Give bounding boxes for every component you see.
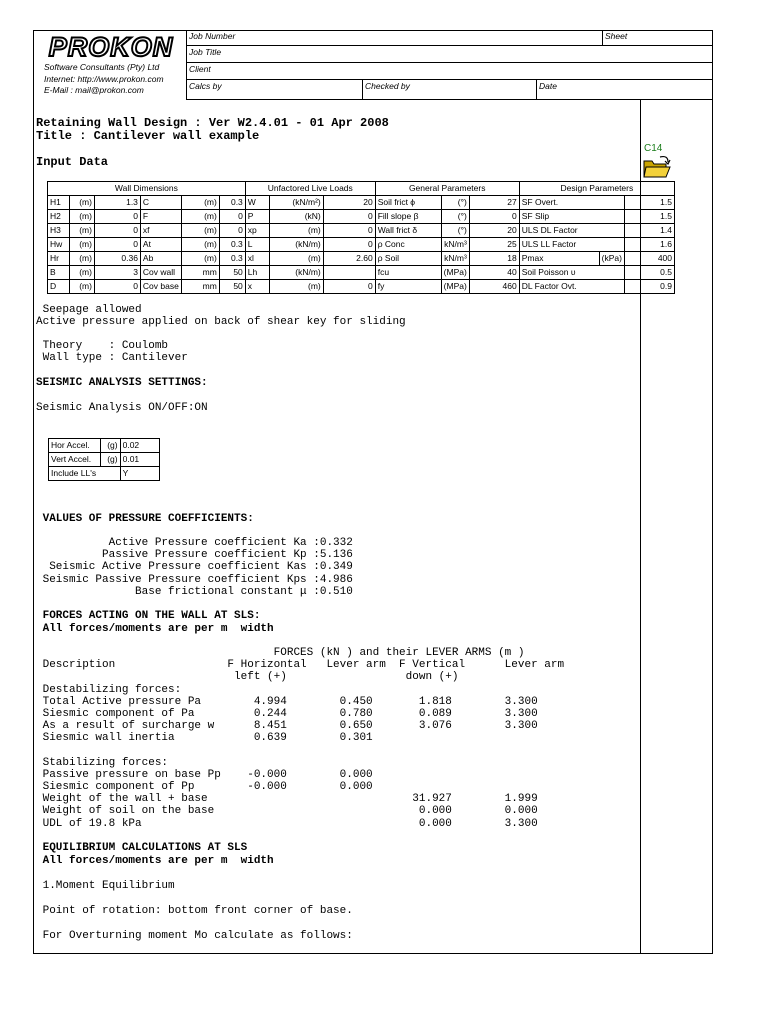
input-cell: (m) [181,252,219,266]
forces-line: Weight of the wall + base 31.927 1.999 [36,793,538,806]
coefficients-list [36,537,353,598]
input-cell: 0 [323,280,375,294]
forces-line: Siesmic wall inertia 0.639 0.301 [36,732,373,745]
input-cell: 40 [469,266,519,280]
coefficient-line: Base frictional constant μ :0.510 [36,585,353,598]
input-cell: 0 [323,210,375,224]
checked-by-label: Checked by [362,80,410,100]
input-cell: D [48,280,70,294]
input-cell: (m) [181,210,219,224]
overturning-moment: For Overturning moment Mo calculate as follows: [36,930,353,942]
input-data-heading: Input Data [36,155,109,169]
input-cell: 0 [94,210,140,224]
input-cell: (m) [69,210,94,224]
input-cell: kN/m³ [441,252,469,266]
header-live-loads: Unfactored Live Loads [245,182,375,196]
input-cell: fy [375,280,441,294]
input-cell: 0 [323,224,375,238]
cell-reference: C14 [644,143,663,154]
doc-title: Title : Cantilever wall example [36,129,260,143]
input-cell: (m) [181,196,219,210]
header-wall-dimensions: Wall Dimensions [48,182,246,196]
input-cell: 0.3 [219,238,245,252]
input-cell: 25 [469,238,519,252]
input-cell: SF Slip [519,210,624,224]
input-cell: (m) [69,196,94,210]
job-number-label: Job Number [189,31,236,41]
forces-line: FORCES (kN ) and their LEVER ARMS (m ) [36,647,525,659]
input-cell: (m) [269,224,323,238]
input-cell: (MPa) [441,280,469,294]
input-cell: Soil Poisson υ [519,266,624,280]
input-cell: ULS DL Factor [519,224,624,238]
input-cell: 20 [469,224,519,238]
input-cell: 1.3 [94,196,140,210]
seismic-unit: (g) [100,439,120,453]
input-cell: Ab [140,252,181,266]
note-wall-type: Wall type : Cantilever [36,352,188,364]
forces-line: As a result of surcharge w 8.451 0.650 3.076 3.300 [36,720,538,733]
note-seepage: Seepage allowed [36,304,142,316]
company-email: E-Mail : mail@prokon.com [44,85,144,95]
input-cell: 400 [624,252,674,266]
input-cell: 0 [219,210,245,224]
input-cell: x [245,280,269,294]
seismic-onoff: Seismic Analysis ON/OFF:ON [36,402,208,414]
seismic-value: 0.02 [120,439,159,453]
input-cell: SF Overt. [519,196,624,210]
input-cell: Soil frict ϕ [375,196,441,210]
seismic-row [49,439,160,453]
coefficient-line: Seismic Active Pressure coefficient Kas :0.349 [36,561,353,574]
forces-subheading: All forces/moments are per m width [36,623,274,635]
coefficient-line: Passive Pressure coefficient Kp :5.136 [36,549,353,562]
input-cell: (MPa) [441,266,469,280]
input-cell: (m) [269,252,323,266]
input-cell: 1.4 [624,224,674,238]
date-label: Date [536,80,557,100]
header-row-job [187,30,713,46]
input-cell: 50 [219,266,245,280]
input-row [48,266,675,280]
input-cell: 0 [323,238,375,252]
forces-line: Passive pressure on base Pp -0.000 0.000 [36,768,373,781]
input-cell: 3 [94,266,140,280]
input-cell: xf [140,224,181,238]
input-cell: (m) [181,224,219,238]
input-cell: (kPa) [599,252,624,266]
input-cell: ULS LL Factor [519,238,624,252]
input-cell: 0.36 [94,252,140,266]
input-cell: 0.9 [624,280,674,294]
forces-heading: FORCES ACTING ON THE WALL AT SLS: [36,610,261,622]
coefficients-heading: VALUES OF PRESSURE COEFFICIENTS: [36,513,254,525]
seismic-row [49,467,160,481]
input-cell: L [245,238,269,252]
seismic-heading: SEISMIC ANALYSIS SETTINGS: [36,377,208,389]
client-label: Client [187,63,713,80]
input-cell: (m) [269,280,323,294]
input-cell: H3 [48,224,70,238]
input-cell: H1 [48,196,70,210]
input-cell: ρ Soil [375,252,441,266]
forces-line: Description F Horizontal Lever arm F Vertical Lever arm [36,659,565,672]
input-cell: At [140,238,181,252]
input-cell: Lh [245,266,269,280]
input-data-table [47,181,675,294]
prokon-logo [38,33,184,61]
input-row [48,210,675,224]
input-row [48,238,675,252]
coefficient-line: Active Pressure coefficient Ka :0.332 [36,537,353,549]
note-theory: Theory : Coulomb [36,340,169,352]
input-cell: 0 [219,224,245,238]
input-cell: Cov base [140,280,181,294]
input-cell: Fill slope β [375,210,441,224]
job-title-label: Job Title [187,46,713,63]
input-cell: 1.5 [624,196,674,210]
input-cell: 0.3 [219,252,245,266]
forces-line: UDL of 19.8 kPa 0.000 3.300 [36,817,538,830]
forces-table [36,647,564,830]
input-row [48,224,675,238]
input-cell: W [245,196,269,210]
header-design-parameters: Design Parameters [519,182,674,196]
input-cell: Hw [48,238,70,252]
coefficient-line: Seismic Passive Pressure coefficient Kps :4.986 [36,573,353,586]
header-row-calcs [187,80,713,100]
input-cell: (m) [69,280,94,294]
input-cell: (m) [69,238,94,252]
input-row [48,280,675,294]
input-cell: 27 [469,196,519,210]
input-cell: ρ Conc [375,238,441,252]
input-cell: (kN/m) [269,238,323,252]
input-cell: 20 [323,196,375,210]
logo-text: PROKON [48,33,174,61]
input-header-row [48,182,675,196]
moment-equilibrium: 1.Moment Equilibrium [36,880,175,892]
input-cell [323,266,375,280]
input-cell: 460 [469,280,519,294]
equilibrium-heading: EQUILIBRIUM CALCULATIONS AT SLS [36,842,248,854]
sheet-label: Sheet [602,30,627,46]
seismic-table [48,438,160,481]
forces-line: Siesmic component of Pa 0.244 0.780 0.089 3.300 [36,707,538,720]
input-cell: (m) [69,266,94,280]
folder-open-icon[interactable] [642,155,672,179]
input-cell: fcu [375,266,441,280]
input-cell: (m) [69,224,94,238]
input-cell: (°) [441,196,469,210]
input-cell: Cov wall [140,266,181,280]
input-cell: 50 [219,280,245,294]
input-cell: F [140,210,181,224]
header-general-parameters: General Parameters [375,182,519,196]
company-internet: Internet: http://www.prokon.com [44,74,164,84]
input-cell: 18 [469,252,519,266]
forces-line: Total Active pressure Pa 4.994 0.450 1.818 3.300 [36,695,538,708]
seismic-value: Y [120,467,159,481]
input-cell: 0.3 [219,196,245,210]
input-cell: (°) [441,224,469,238]
input-cell: (kN) [269,210,323,224]
input-cell: DL Factor Ovt. [519,280,624,294]
input-cell: (kN/m²) [269,196,323,210]
forces-line: Destabilizing forces: [36,683,182,696]
input-cell: xp [245,224,269,238]
seismic-row [49,453,160,467]
input-row [48,196,675,210]
forces-line: Stabilizing forces: [36,756,169,769]
input-cell: P [245,210,269,224]
program-version: Retaining Wall Design : Ver W2.4.01 - 01 Apr 2008 [36,116,389,130]
calcs-by-label: Calcs by [189,81,222,91]
forces-line: left (+) down (+) [36,671,459,684]
input-cell: Wall frict δ [375,224,441,238]
input-cell: (m) [69,252,94,266]
seismic-unit: (g) [100,453,120,467]
input-cell: mm [181,266,219,280]
note-active-pressure: Active pressure applied on back of shear key for sliding [36,316,406,328]
input-cell: 0 [94,238,140,252]
input-cell: C [140,196,181,210]
input-row [48,252,675,266]
input-cell: 1.6 [624,238,674,252]
input-cell: 0.5 [624,266,674,280]
seismic-label: Hor Accel. [49,439,101,453]
input-cell: (m) [181,238,219,252]
seismic-value: 0.01 [120,453,159,467]
input-cell: 0 [94,224,140,238]
input-cell: 1.5 [624,210,674,224]
seismic-label: Include LL's [49,467,121,481]
input-cell: xl [245,252,269,266]
forces-line [36,745,564,757]
input-cell: kN/m³ [441,238,469,252]
input-cell: H2 [48,210,70,224]
input-cell: Hr [48,252,70,266]
equilibrium-subheading: All forces/moments are per m width [36,855,274,867]
forces-line: Weight of soil on the base 0.000 0.000 [36,805,538,818]
input-cell: 0 [94,280,140,294]
input-cell: (kN/m) [269,266,323,280]
input-cell: (°) [441,210,469,224]
input-cell: Pmax [519,252,599,266]
input-cell: mm [181,280,219,294]
seismic-label: Vert Accel. [49,453,101,467]
input-cell: 0 [469,210,519,224]
point-of-rotation: Point of rotation: bottom front corner of base. [36,905,353,917]
input-cell: B [48,266,70,280]
company-subtitle: Software Consultants (Pty) Ltd [44,62,160,72]
forces-line: Siesmic component of Pp -0.000 0.000 [36,781,373,794]
input-cell: 2.60 [323,252,375,266]
